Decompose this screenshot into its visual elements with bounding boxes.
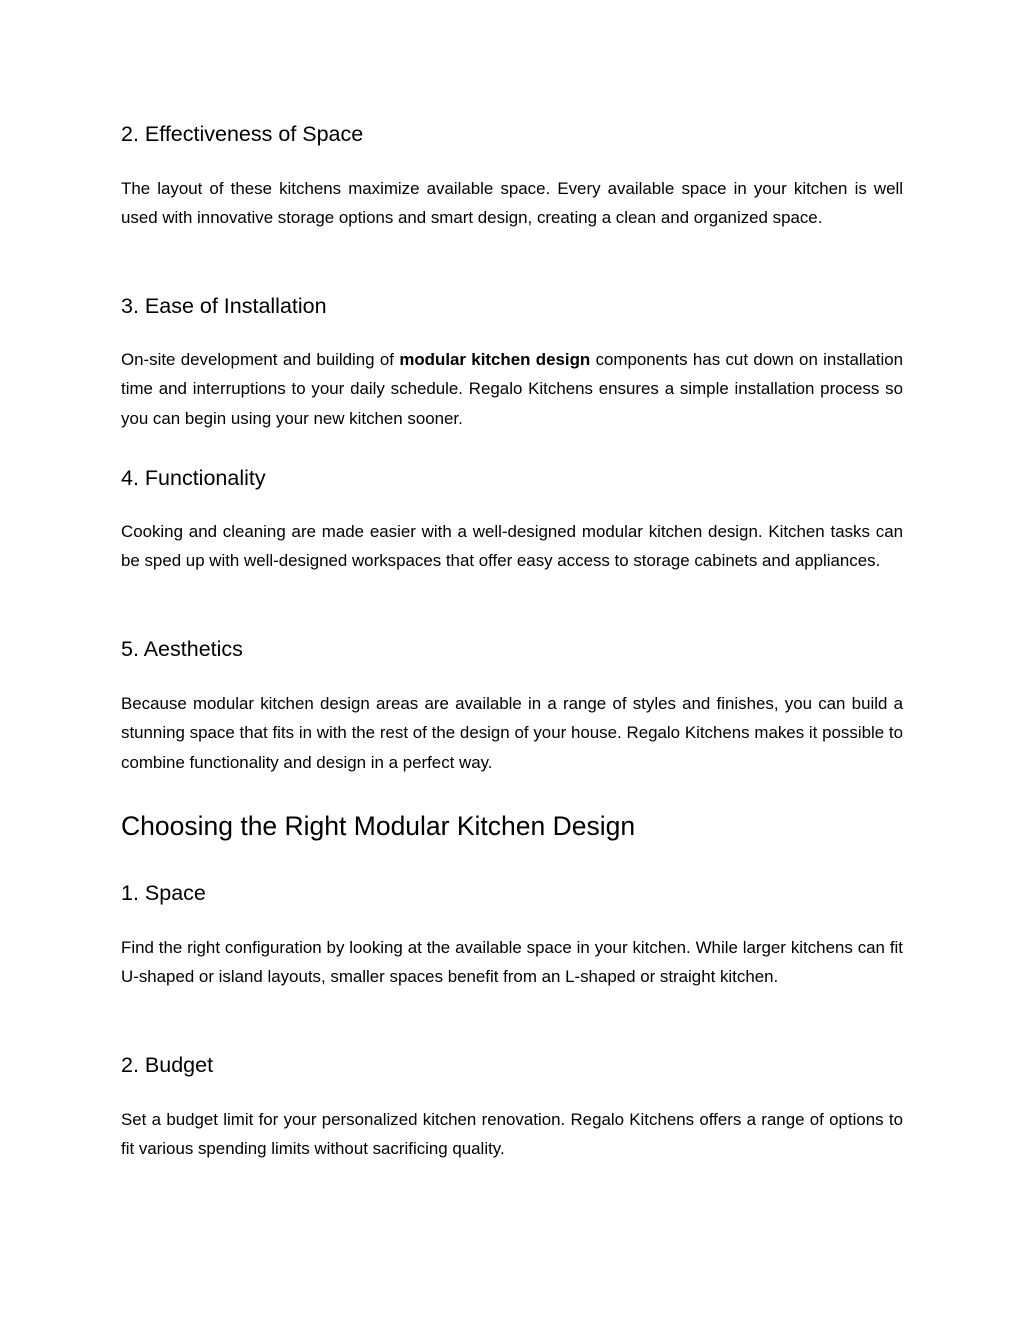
choosing-heading-budget: 2. Budget [121,1053,214,1077]
installation-text-end: components has cut down on installation time and interruptions to your daily schedule. Regalo Kitchens ensures a simple installation process so you can begin using your new kitchen sooner. [121,350,903,428]
section-body-functionality: Cooking and cleaning are made easier with a well-designed modular kitchen design. Kitchen tasks can be sped up with well-designed workspaces that offer easy access to storage cabinets and appliances. [121,522,903,571]
choosing-title: Choosing the Right Modular Kitchen Design [121,811,636,841]
section-body-effectiveness: The layout of these kitchens maximize available space. Every available space in your kitchen is well used with innovative storage options and smart design, creating a clean and organized space. [121,179,903,228]
section-body-aesthetics: Because modular kitchen design areas are available in a range of styles and finishes, you can build a stunning space that fits in with the rest of the design of your house. Regalo Kitchens makes it possible to combine functionality and design in a perfect way. [121,694,903,772]
section-body-installation [121,345,903,433]
section-heading-effectiveness: 2. Effectiveness of Space [121,122,364,146]
choosing-heading-space: 1. Space [121,881,206,905]
section-heading-installation: 3. Ease of Installation [121,294,327,318]
installation-text-start: On-site development and building of [121,350,394,369]
choosing-body-budget: Set a budget limit for your personalized kitchen renovation. Regalo Kitchens offers a range of options to fit various spending limits without sacrificing quality. [121,1110,903,1159]
section-heading-aesthetics: 5. Aesthetics [121,637,243,661]
modular-kitchen-design-keyword: modular kitchen design [399,350,591,369]
section-heading-functionality: 4. Functionality [121,466,266,490]
choosing-body-space: Find the right configuration by looking at the available space in your kitchen. While larger kitchens can fit U-shaped or island layouts, smaller spaces benefit from an L-shaped or straight kitchen. [121,938,903,987]
